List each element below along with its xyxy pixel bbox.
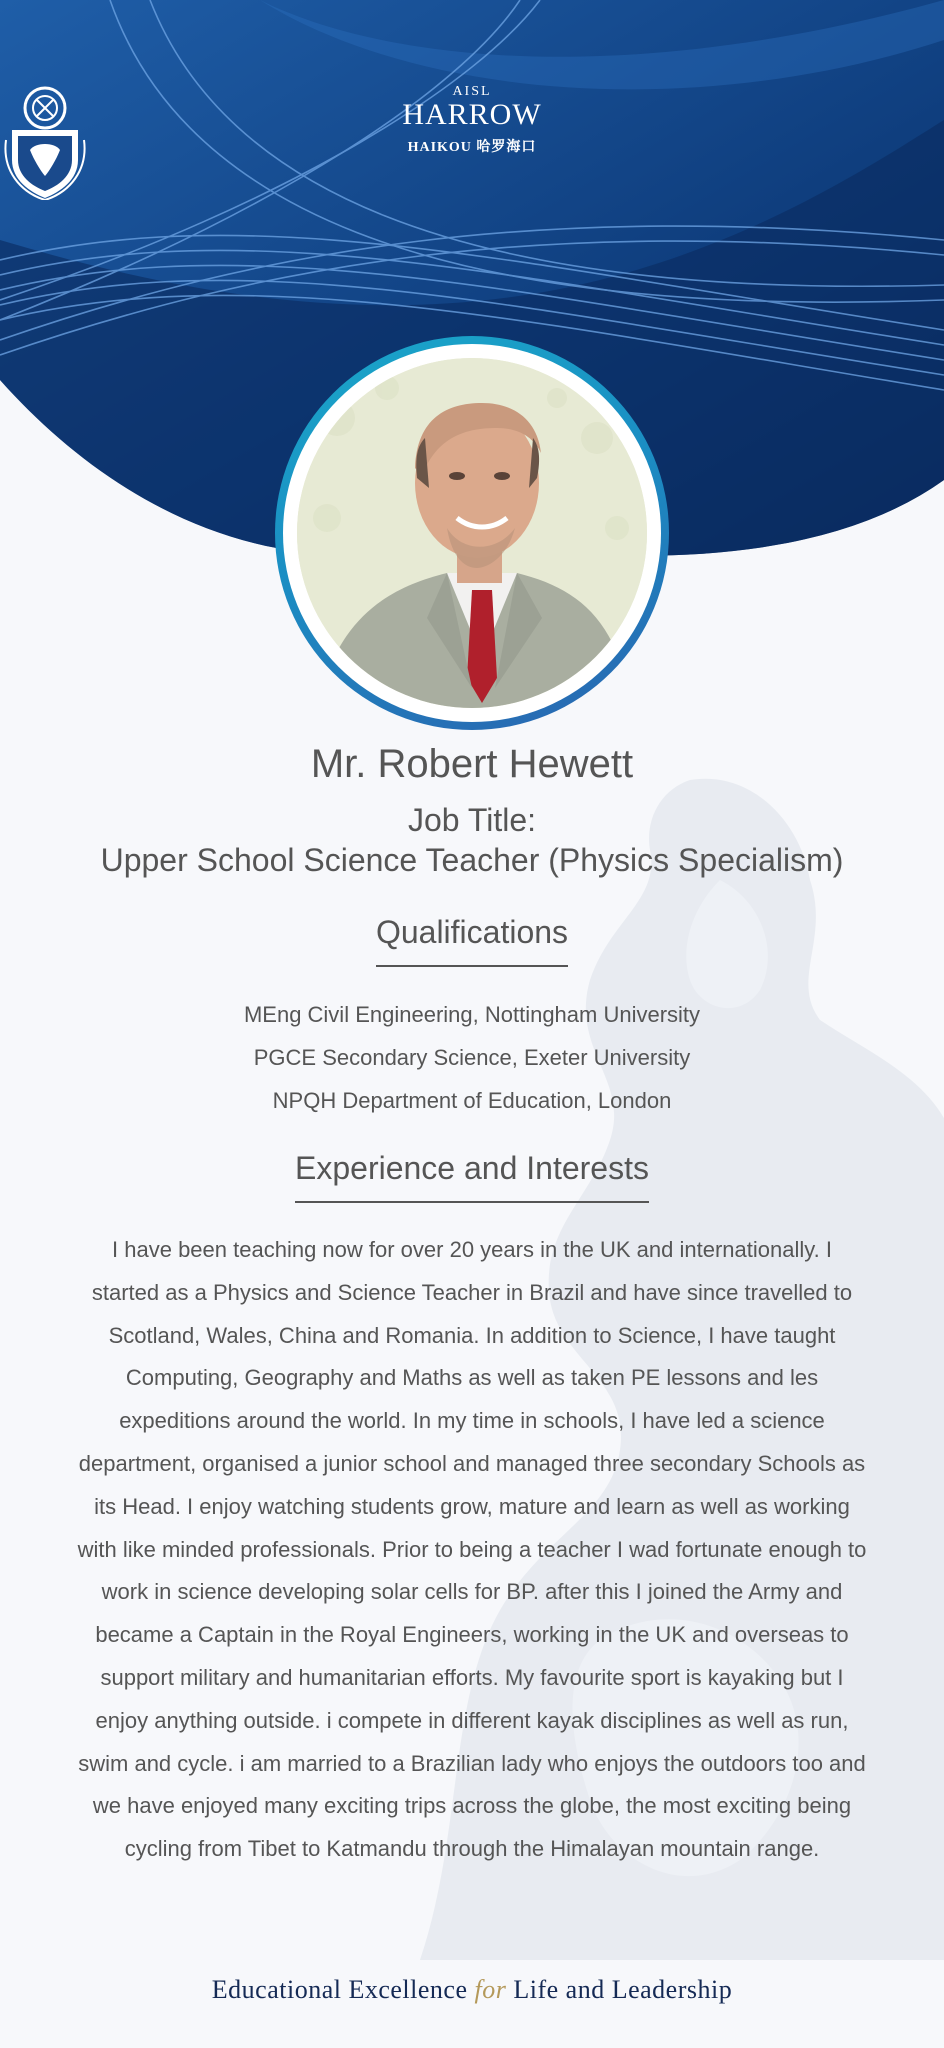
teacher-name: Mr. Robert Hewett: [310, 742, 634, 786]
experience-text: I have been teaching now for over 20 years in the UK and internationally. I started as a Physics and Science Teacher in Brazil and have since travelled to Scotland, Wales, China and Romania. In addition to Science, I have taught Computing, Geography and Maths as well as taken PE lessons and les expeditions around the world. In my time in schools, I have led a science department, organised a junior school and managed three secondary Schools as its Head. I enjoy watching students grow, mature and learn as well as working with like minded professionals. Prior to being a teacher I wad fortunate enough to work in science developing solar cells for BP. after this I joined the Army and became a Captain in the Royal Engineers, working in the UK and overseas to support military and humanitarian efforts. My favourite sport is kayaking but I enjoy anything outside. i compete in different kayak disciplines as well as run, swim and cycle. i am married to a Brazilian lady who enjoys the outdoors too and we have enjoyed many exciting trips across the globe, the most exciting being cycling from Tibet to Katmandu through the Himalayan mountain range.: [77, 1237, 867, 1862]
qualifications-heading: Qualifications: [376, 914, 568, 967]
job-title: Upper School Science Teacher (Physics Specialism): [100, 842, 844, 878]
qualification-item: NPQH Department of Education, London: [272, 1088, 672, 1113]
qualifications-section: [0, 914, 944, 1122]
qualification-item: PGCE Secondary Science, Exeter University: [253, 1045, 691, 1070]
qualifications-list: [0, 993, 944, 1122]
profile-photo: [297, 358, 647, 708]
experience-heading: Experience and Interests: [295, 1150, 649, 1203]
footer-tagline: [0, 1975, 944, 2005]
tagline-for: for: [474, 1975, 507, 2004]
logo-haikou: HAIKOU 哈罗海口: [407, 140, 537, 155]
portrait-image: [297, 358, 647, 708]
job-title-label: Job Title:: [407, 802, 537, 838]
profile-content: [0, 740, 944, 1871]
qualification-item: MEng Civil Engineering, Nottingham University: [243, 1002, 701, 1027]
logo-harrow: HARROW: [402, 98, 542, 131]
experience-section: [0, 1150, 944, 1871]
logo-aisl: AISL: [452, 84, 492, 99]
tagline-part-3: Life and Leadership: [506, 1975, 733, 2004]
crest-icon: [0, 80, 90, 200]
tagline-part-1: Educational Excellence: [211, 1975, 475, 2004]
school-logo: [0, 80, 944, 156]
profile-photo-frame: [275, 336, 669, 730]
